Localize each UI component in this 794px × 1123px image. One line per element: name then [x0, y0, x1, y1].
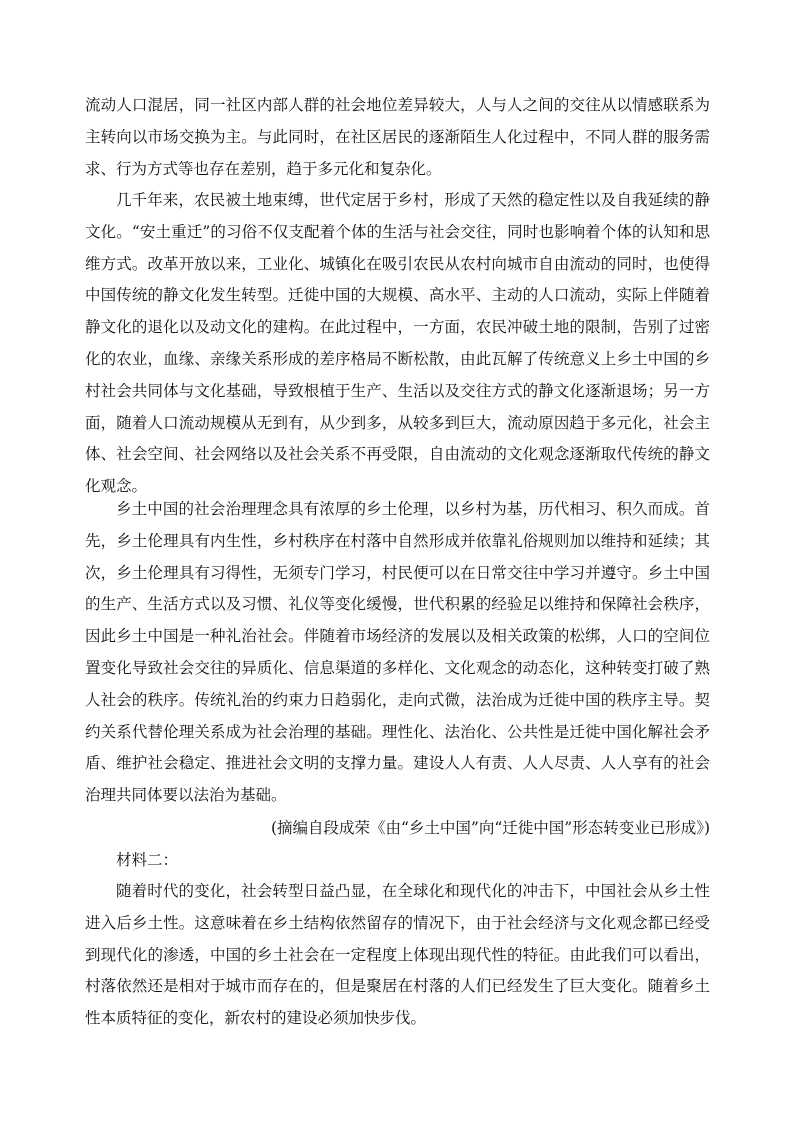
source-citation: (摘编自段成荣《由“乡土中国”向“迁徙中国”形态转变业已形成》) [270, 819, 710, 837]
material-2-paragraph: 随着时代的变化，社会转型日益凸显，在全球化和现代化的冲击下，中国社会从乡土性进入后乡土性。这意味着在乡土结构依然留存的情况下，由于社会经济与文化观念都已经受到现代化的渗透，中国的乡土社会在一定程度上体现出现代性的特征。由此我们可以看出，村落依然还是相对于城市而存在的，但是聚居在村落的人们已经发生了巨大变化。随着乡土性本质特征的变化，新农村的建设必须加快步伐。 [85, 882, 710, 1028]
material-2-heading: 材料二： [116, 851, 179, 869]
paragraph-2: 几千年来，农民被土地束缚，世代定居于乡村，形成了天然的稳定性以及自我延续的静文化。“安土重迁”的习俗不仅支配着个体的生活与社会交往，同时也影响着个体的认知和思维方式。改革开放以来，工业化、城镇化在吸引农民从农村向城市自由流动的同时，也使得中国传统的静文化发生转型。迁徙中国的大规模、高水平、主动的人口流动，实际上伴随着静文化的退化以及动文化的建构。在此过程中，一方面，农民冲破土地的限制，告别了过密化的农业，血缘、亲缘关系形成的差序格局不断松散，由此瓦解了传统意义上乡土中国的乡村社会共同体与文化基础，导致根植于生产、生活以及交往方式的静文化逐渐退场；另一方面，随着人口流动规模从无到有，从少到多，从较多到巨大，流动原因趋于多元化，社会主体、社会空间、社会网络以及社会关系不再受限，自由流动的文化观念逐渐取代传统的静文化观念。 [85, 191, 710, 496]
paragraph-3: 乡土中国的社会治理理念具有浓厚的乡土伦理，以乡村为基，历代相习、积久而成。首先，乡土伦理具有内生性，乡村秩序在村落中自然形成并依靠礼俗规则加以维持和延续；其次，乡土伦理具有习得性，无须专门学习，村民便可以在日常交往中学习并遵守。乡土中国的生产、生活方式以及习惯、礼仪等变化缓慢，世代积累的经验足以维持和保障社会秩序，因此乡土中国是一种礼治社会。伴随着市场经济的发展以及相关政策的松绑，人口的空间位置变化导致社会交往的异质化、信息渠道的多样化、文化观念的动态化，这种转变打破了熟人社会的秩序。传统礼治的约束力日趋弱化，走向式微，法治成为迁徙中国的秩序主导。契约关系代替伦理关系成为社会治理的基础。理性化、法治化、公共性是迁徙中国化解社会矛盾、维护社会稳定、推进社会文明的支撑力量。建设人人有责、人人尽责、人人享有的社会治理共同体要以法治为基础。 [85, 500, 710, 805]
paragraph-1: 流动人口混居，同一社区内部人群的社会地位差异较大，人与人之间的交往从以情感联系为主转向以市场交换为主。与此同时，在社区居民的逐渐陌生人化过程中，不同人群的服务需求、行为方式等也存在差别，趋于多元化和复杂化。 [85, 96, 710, 178]
